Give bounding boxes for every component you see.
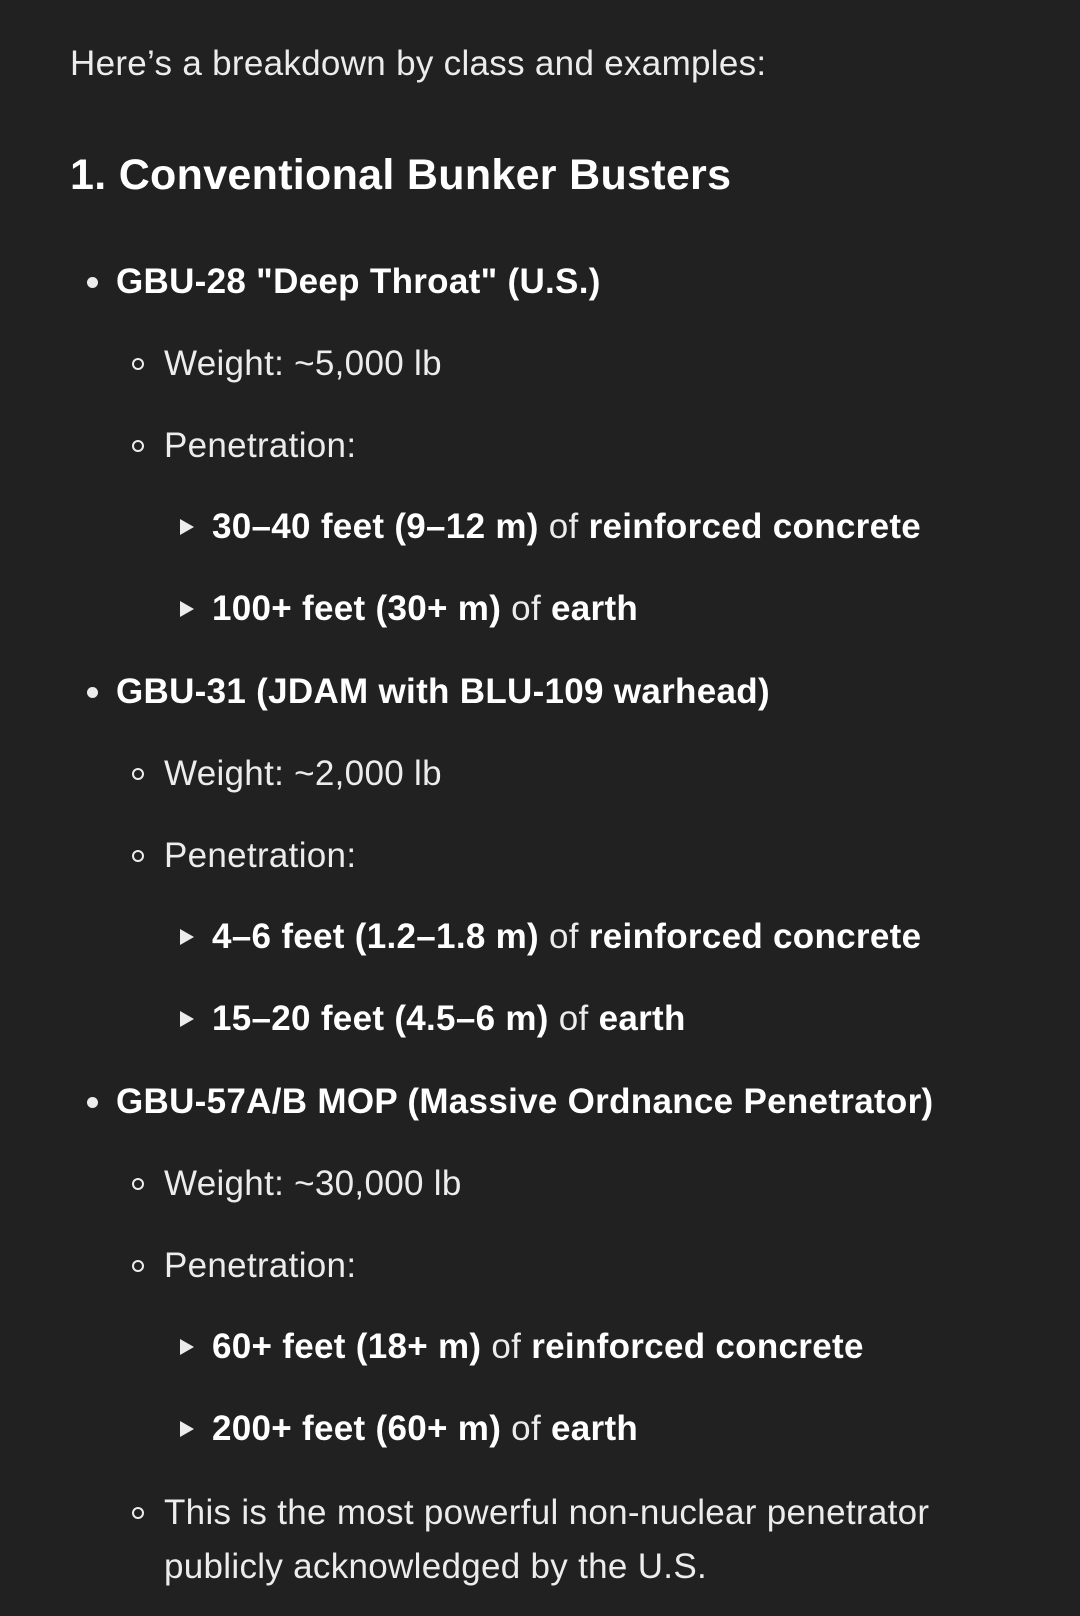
penetration-material: reinforced concrete [531,1327,864,1366]
weight-text: Weight: ~5,000 lb [164,344,442,383]
penetration-material: earth [551,589,639,628]
intro-text: Here’s a breakdown by class and examples: [70,44,767,83]
penetration-label: Penetration: [164,1246,357,1285]
penetration-row [212,1407,638,1451]
penetration-amount: 4–6 feet (1.2–1.8 m) [212,917,540,956]
item-title: GBU-28 "Deep Throat" (U.S.) [116,262,601,301]
penetration-material: earth [598,999,686,1038]
note-text: publicly acknowledged by the U.S. [164,1547,707,1586]
penetration-row [212,915,921,959]
weight-text: Weight: ~2,000 lb [164,754,442,793]
item-title: GBU-31 (JDAM with BLU-109 warhead) [116,672,770,711]
note-text: This is the most powerful non-nuclear penetrator [164,1493,930,1532]
penetration-joiner: of [548,999,599,1038]
penetration-label: Penetration: [164,426,357,465]
bullet-ring-icon [132,440,144,452]
penetration-amount: 100+ feet (30+ m) [212,589,502,628]
penetration-joiner: of [538,507,589,546]
bullet-ring-icon [132,1260,144,1272]
bullet-ring-icon [132,850,144,862]
penetration-amount: 60+ feet (18+ m) [212,1327,482,1366]
penetration-amount: 15–20 feet (4.5–6 m) [212,999,549,1038]
penetration-material: reinforced concrete [588,917,922,956]
penetration-label: Penetration: [164,836,357,875]
weight-text: Weight: ~30,000 lb [164,1164,462,1203]
penetration-row [212,505,921,549]
bullet-ring-icon [132,768,144,780]
penetration-joiner: of [501,589,551,628]
disclosure-triangle-icon [180,929,194,945]
disclosure-triangle-icon [180,1011,194,1027]
penetration-joiner: of [501,1409,551,1448]
bullet-ring-icon [132,358,144,370]
penetration-row [212,1325,864,1369]
penetration-joiner: of [539,917,589,956]
penetration-row [212,997,686,1041]
penetration-amount: 200+ feet (60+ m) [212,1409,502,1448]
bullet-ring-icon [132,1178,144,1190]
disclosure-triangle-icon [180,519,194,535]
section-heading: 1. Conventional Bunker Busters [70,151,732,199]
disclosure-triangle-icon [180,1339,194,1355]
bullet-dot-icon [87,1097,98,1108]
bullet-dot-icon [87,687,98,698]
penetration-amount: 30–40 feet (9–12 m) [212,507,539,546]
penetration-material: reinforced concrete [588,507,922,546]
item-title: GBU-57A/B MOP (Massive Ordnance Penetrator) [116,1082,934,1121]
penetration-material: earth [551,1409,639,1448]
penetration-joiner: of [481,1327,532,1366]
disclosure-triangle-icon [180,601,194,617]
disclosure-triangle-icon [180,1421,194,1437]
bullet-ring-icon [132,1507,144,1519]
bullet-dot-icon [87,277,98,288]
penetration-row [212,587,638,631]
